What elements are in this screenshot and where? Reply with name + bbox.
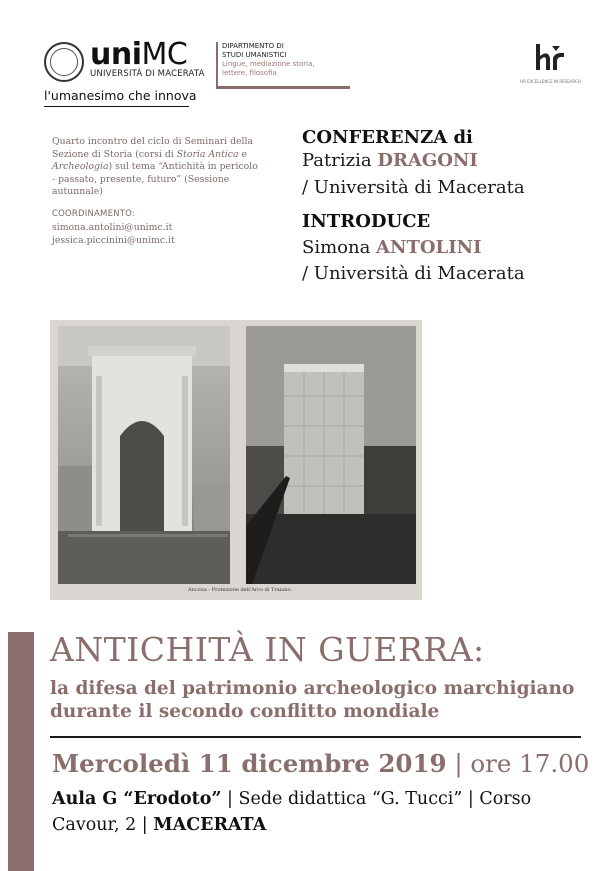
course-archeologia: Archeologia — [52, 161, 109, 172]
seminar-text-3: ) sul tema “Antichità in pericolo - passato, presente, futuro” (Sessione autunnale) — [52, 161, 258, 197]
university-seal-icon — [44, 42, 84, 82]
event-time: | ore 17.00 — [446, 749, 590, 778]
coordination-label: COORDINAMENTO: — [52, 209, 135, 219]
event-date: Mercoledì 11 dicembre 2019 — [52, 749, 447, 778]
event-city: MACERATA — [153, 815, 267, 835]
hr-excellence-logo-icon — [534, 42, 568, 72]
speaker1-affiliation: / Università di Macerata — [302, 177, 525, 198]
event-room: Aula G “Erodoto” — [52, 789, 222, 809]
hr-caption: HR EXCELLENCE IN RESEARCH — [520, 79, 581, 84]
department-line3: Lingue, mediazione storia, lettere, filosofia — [222, 60, 315, 77]
brand-bold: uni — [90, 37, 142, 72]
brand-light: MC — [141, 37, 188, 72]
email-piccinini[interactable]: jessica.piccinini@unimc.it — [52, 235, 175, 246]
speaker1-first: Patrizia — [302, 150, 378, 171]
event-subtitle-line2: durante il secondo conflitto mondiale — [50, 701, 440, 722]
photo-arch-of-trajan — [58, 326, 230, 584]
speaker2-last: ANTOLINI — [376, 237, 482, 258]
conference-label: CONFERENZA di — [302, 127, 473, 148]
photo-protection-structure — [246, 326, 416, 584]
tagline-rule — [44, 106, 189, 107]
department-bar — [216, 42, 218, 86]
email-antolini[interactable]: simona.antolini@unimc.it — [52, 222, 173, 233]
event-location-line1 — [52, 788, 531, 811]
speaker2-name — [302, 237, 482, 259]
event-venue: | Sede didattica “G. Tucci” | Corso — [221, 789, 532, 809]
seminar-text-1: Quarto incontro del ciclo di Seminari della Sezione di Storia (corsi di — [52, 136, 254, 160]
seminar-description — [52, 136, 262, 199]
department-rule — [216, 86, 350, 89]
speaker1-name — [302, 150, 478, 172]
date-rule — [50, 736, 581, 738]
speaker2-affiliation: / Università di Macerata — [302, 263, 525, 284]
event-subtitle-line1: la difesa del patrimonio archeologico marchigiano — [50, 678, 575, 699]
unimc-logo — [90, 37, 188, 72]
university-name: UNIVERSITÀ DI MACERATA — [90, 69, 205, 79]
event-location-line2 — [52, 814, 266, 837]
event-address: Cavour, 2 | — [52, 815, 154, 835]
department-line1: DIPARTIMENTO DI — [222, 42, 284, 50]
event-date-time — [52, 748, 589, 780]
event-title: ANTICHITÀ IN GUERRA: — [50, 630, 485, 669]
accent-sidebar — [8, 632, 34, 871]
seminar-text-2: e — [238, 148, 247, 160]
photo-caption: Ancona - Protezione dell'Arco di Traiano. — [188, 587, 292, 593]
tower-drawing-icon — [246, 326, 416, 584]
introduce-label: INTRODUCE — [302, 211, 431, 232]
speaker1-last: DRAGONI — [377, 150, 478, 171]
department-line2: STUDI UMANISTICI — [222, 51, 287, 59]
speaker2-first: Simona — [302, 237, 377, 258]
tagline: l'umanesimo che innova — [44, 88, 197, 103]
arch-drawing-icon — [58, 326, 230, 584]
course-storia-antica: Storia Antica — [176, 148, 239, 160]
